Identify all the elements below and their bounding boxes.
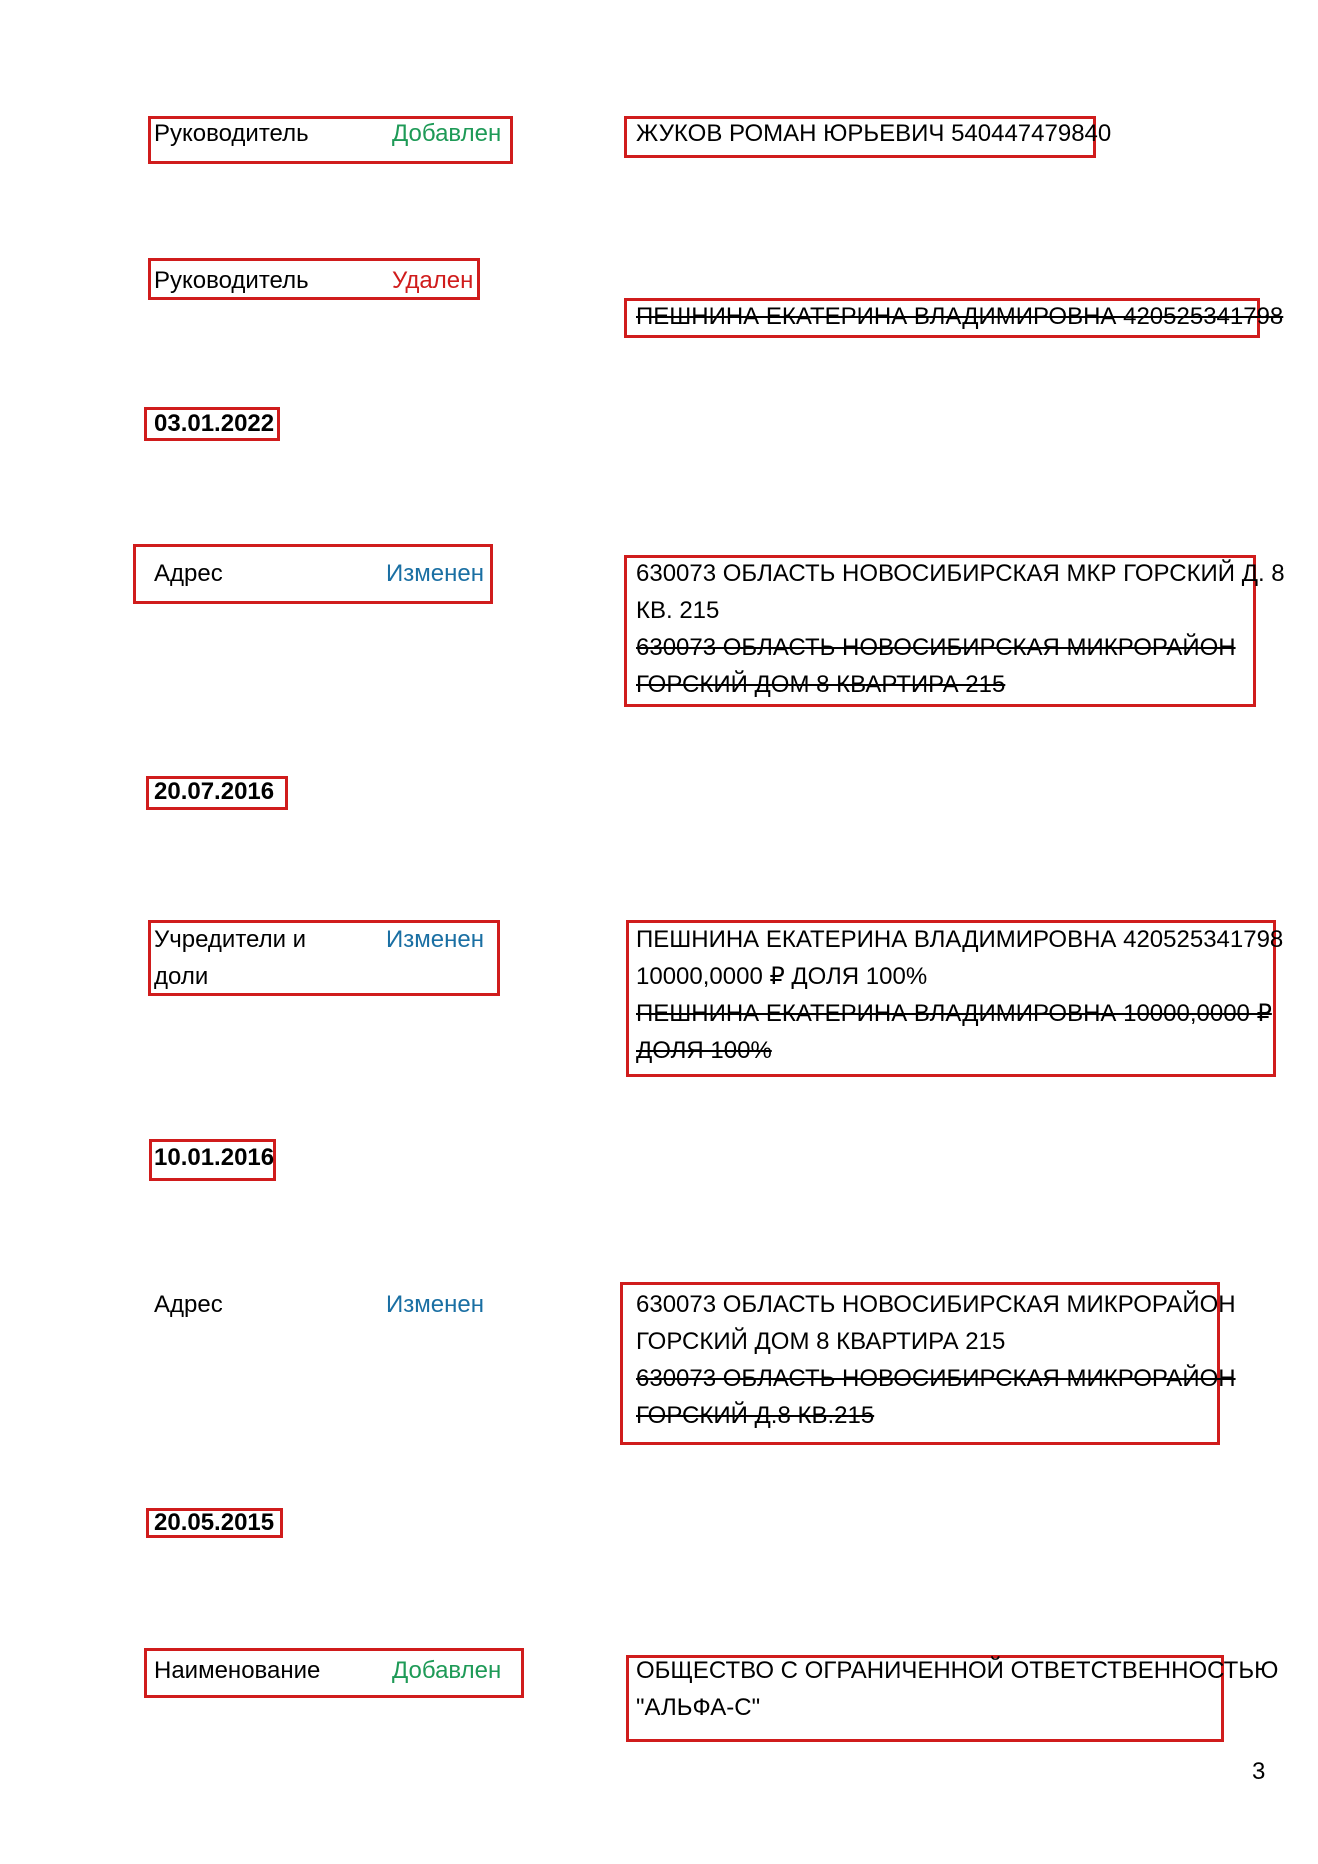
- field-label: Руководитель: [154, 120, 309, 147]
- field-label: [154, 921, 306, 995]
- entry-value: [636, 921, 1283, 1069]
- old-value-line: 630073 ОБЛАСТЬ НОВОСИБИРСКАЯ МИКРОРАЙОН: [636, 634, 1236, 661]
- value-line: "АЛЬФА-С": [636, 1694, 761, 1721]
- change-date: 20.07.2016: [154, 778, 275, 805]
- value-line: 10000,0000 ₽ ДОЛЯ 100%: [636, 963, 928, 990]
- old-value-line: ПЕШНИНА ЕКАТЕРИНА ВЛАДИМИРОВНА 10000,0000 ₽: [636, 1000, 1272, 1027]
- old-value-line: ГОРСКИЙ ДОМ 8 КВАРТИРА 215: [636, 671, 1006, 698]
- old-value-line: ДОЛЯ 100%: [636, 1037, 772, 1064]
- value-line: ГОРСКИЙ ДОМ 8 КВАРТИРА 215: [636, 1328, 1006, 1355]
- status-changed: Изменен: [386, 1291, 484, 1318]
- value-line: КВ. 215: [636, 597, 720, 624]
- old-value-line: ГОРСКИЙ Д.8 КВ.215: [636, 1402, 875, 1429]
- value-line: ОБЩЕСТВО С ОГРАНИЧЕННОЙ ОТВЕТСТВЕННОСТЬЮ: [636, 1657, 1279, 1684]
- old-value-line: 630073 ОБЛАСТЬ НОВОСИБИРСКАЯ МИКРОРАЙОН: [636, 1365, 1236, 1392]
- field-label: Адрес: [154, 1291, 223, 1318]
- entry-value: [636, 1652, 1278, 1726]
- change-date: 03.01.2022: [154, 410, 275, 437]
- status-added: Добавлен: [392, 1657, 502, 1684]
- change-date: 20.05.2015: [154, 1509, 275, 1536]
- field-label: Руководитель: [154, 267, 309, 294]
- value-line: ПЕШНИНА ЕКАТЕРИНА ВЛАДИМИРОВНА 420525341798: [636, 926, 1284, 953]
- entry-value: [636, 115, 1111, 152]
- entry-value: [636, 298, 1283, 335]
- entry-value: [636, 1286, 1236, 1434]
- page-number: 3: [1252, 1758, 1266, 1785]
- status-changed: Изменен: [386, 560, 484, 587]
- value-line: ЖУКОВ РОМАН ЮРЬЕВИЧ 540447479840: [636, 120, 1112, 147]
- field-label-line: доли: [154, 963, 209, 990]
- entry-value: [636, 555, 1285, 703]
- value-line: 630073 ОБЛАСТЬ НОВОСИБИРСКАЯ МИКРОРАЙОН: [636, 1291, 1236, 1318]
- value-line: 630073 ОБЛАСТЬ НОВОСИБИРСКАЯ МКР ГОРСКИЙ Д. 8: [636, 560, 1285, 587]
- old-value-line: ПЕШНИНА ЕКАТЕРИНА ВЛАДИМИРОВНА 420525341798: [636, 303, 1284, 330]
- status-added: Добавлен: [392, 120, 502, 147]
- field-label: Наименование: [154, 1657, 321, 1684]
- status-changed: Изменен: [386, 926, 484, 953]
- field-label: Адрес: [154, 560, 223, 587]
- change-date: 10.01.2016: [154, 1144, 275, 1171]
- field-label-line: Учредители и: [154, 926, 307, 953]
- status-removed: Удален: [392, 267, 474, 294]
